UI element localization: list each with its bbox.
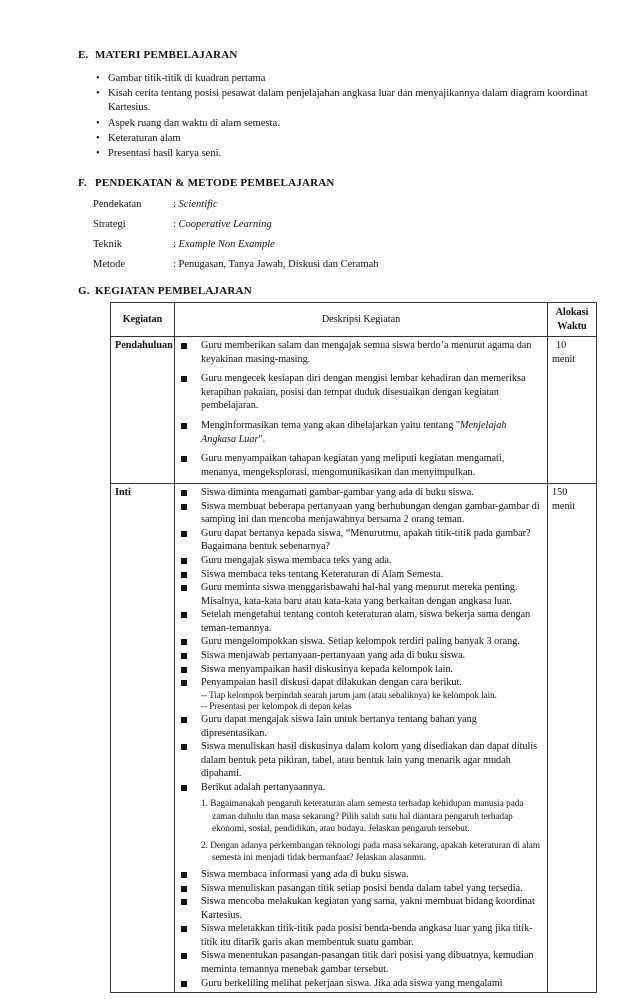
section-e-title: MATERI PEMBELAJARAN [94, 49, 238, 61]
list-item: Siswa membaca informasi yang ada di buku siswa. [179, 868, 543, 882]
list-item: Siswa menuliskan hasil diskusinya dalam kolom yang disediakan dan dapat ditulis dalam bentuk peta pikiran, tabel, atau bentuk lain yang menarik agar mudah dipahami. [179, 740, 543, 781]
strategy-value-italic: Cooperative Learning [178, 218, 272, 230]
technique-row [93, 235, 593, 255]
strategy-value: : Cooperative Learning [173, 218, 272, 230]
table-header-row [111, 303, 597, 337]
time-pendahuluan [548, 337, 597, 484]
inti-list-c [179, 868, 543, 990]
list-item: Guru berkeliling melihat pekerjaan siswa. Jika ada siswa yang mengalami [179, 977, 543, 991]
technique-value-italic: Example Non Example [178, 238, 275, 250]
method-value: : Penugasan, Tanya Jawab, Diskusi dan Ceramah [173, 258, 379, 270]
approach-value-italic: Scientific [178, 198, 218, 210]
list-item: • Aspek ruang dan waktu di alam semesta. [96, 117, 606, 131]
list-item: Guru mengajak siswa membaca teks yang ada. [179, 554, 543, 568]
time-value: 150 [552, 487, 568, 499]
question-list [179, 797, 543, 863]
pendahuluan-list [179, 339, 543, 479]
strategy-label: Strategi [93, 218, 126, 230]
list-item: • Keteraturan alam [96, 132, 606, 146]
list-item: Setelah mengetahui tentang contoh keteraturan alam, siswa bekerja sama dengan teman-temannya. [179, 608, 543, 635]
section-g-number: G. [78, 285, 90, 297]
list-item: • Kisah cerita tentang posisi pesawat dalam penjelajahan angkasa luar dan menyajikannya dalam diagram koordinat Kartesius. [96, 87, 606, 115]
list-item: Guru memberikan salam dan mengajak semua siswa berdo’a menurut agama dan keyakinan masing-masing. [179, 339, 543, 366]
section-f-number: F. [78, 177, 87, 189]
header-deskripsi: Deskripsi Kegiatan [175, 303, 548, 337]
list-item: Siswa menyampaikan hasil diskusinya kepada kelompok lain. [179, 663, 543, 677]
inti-list-a [179, 486, 543, 794]
list-item: • Gambar titik-titik di kuadran pertama [96, 72, 606, 86]
list-item: Berikut adalah pertanyaannya. [179, 781, 543, 795]
list-item-text: Penyampaian hasil diskusi dapat dilakukan dengan cara berikut. [201, 677, 462, 689]
list-item: Guru mengelompokkan siswa. Setiap kelompok terdiri paling banyak 3 orang. [179, 635, 543, 649]
list-item [179, 676, 543, 713]
activity-table [110, 302, 597, 993]
section-f-heading [78, 176, 335, 191]
sub-item: -- Presentasi per kelompok di depan kelas [201, 701, 352, 712]
section-g-heading [78, 284, 252, 299]
section-e-heading [78, 48, 238, 63]
time-unit: menit [552, 353, 576, 365]
time-inti [548, 484, 597, 993]
list-item: Siswa menentukan pasangan-pasangan titik dari posisi yang dibuatnya, kemudian meminta temannya menebak gambar tersebut. [179, 949, 543, 976]
phase-pendahuluan: Pendahuluan [111, 337, 175, 484]
list-item: Siswa membuat beberapa pertanyaan yang berhubungan dengan gambar-gambar di samping ini dan mencoba menjawabnya bersama 2 orang teman. [179, 500, 543, 527]
header-alokasi [548, 303, 597, 337]
list-item-text: Menginformasikan tema yang akan dibelajarkan yaitu tentang " [201, 419, 461, 431]
list-item: • Presentasi hasil karya seni. [96, 147, 606, 161]
list-item: Siswa menjawab pertanyaan-pertanyaan yang ada di buku siswa. [179, 649, 543, 663]
method-label: Metode [93, 258, 126, 270]
header-kegiatan: Kegiatan [111, 303, 175, 337]
list-item: Guru dapat mengajak siswa lain untuk bertanya tentang bahan yang dipresentasikan. [179, 713, 543, 740]
list-item-italic: Menjelajah Angkasa Luar [201, 419, 507, 445]
pendahuluan-description [175, 337, 548, 484]
question-item: 2. Dengan adanya perkembangan teknologi pada masa sekarang, apakah keteraturan di alam semesta ini menjadi tidak bermanfaat? Jelaskan alasanmu. [201, 839, 541, 862]
list-item: Siswa mencoba melakukan kegiatan yang sama, yakni membuat bidang koordinat Kartesius. [179, 895, 543, 922]
materi-list [96, 72, 606, 162]
list-item: Siswa membaca teks tentang Keteraturan di Alam Semesta. [179, 568, 543, 582]
time-value: 10 [556, 340, 567, 352]
approach-list [93, 195, 593, 275]
section-g-title: KEGIATAN PEMBELAJARAN [94, 285, 252, 297]
list-item: Guru menyampaikan tahapan kegiatan yang meliputi kegiatan mengamati, menanya, mengeksplorasi, mengomunikasikan dan menyimpulkan. [179, 452, 543, 479]
technique-label: Teknik [93, 238, 123, 250]
method-row [93, 255, 593, 275]
time-unit: menit [552, 500, 576, 512]
table-row-inti [111, 484, 597, 993]
section-f-title: PENDEKATAN & METODE PEMBELAJARAN [94, 177, 335, 189]
approach-row [93, 195, 593, 215]
inti-description [175, 484, 548, 993]
question-item: 1. Bagaimanakah pengaruh keteraturan alam semesta terhadap kehidupan manusia pada zaman dahulu dan masa sekarang? Pilih salah satu hal diantara pengaruh terhadap ekonomi, sosial, pendidikan, atau budaya. Jelaskan pengaruh tersebut. [201, 798, 524, 833]
list-item: Guru meminta siswa menggarisbawahi hal-hal yang menurut mereka penting. Misalnya, kata-kata baru atau kata-kata yang berkaitan dengan angkasa luar. [179, 581, 543, 608]
sub-item: -- Tiap kelompok berpindah searah jarum jam (atau sebaliknya) ke kelompok lain. [201, 689, 497, 700]
list-item: Guru dapat bertanya kepada siswa, “Menurutmu, apakah titik-titik pada gambar? Bagaimana bentuk sebenarnya? [179, 527, 543, 554]
approach-label: Pendekatan [93, 198, 142, 210]
list-item: Siswa diminta mengamati gambar-gambar yang ada di buku siswa. [179, 486, 543, 500]
header-alokasi-line2: Waktu [557, 320, 587, 332]
strategy-row [93, 215, 593, 235]
approach-value: : Scientific [173, 198, 218, 210]
list-item-text-end: ". [258, 433, 266, 445]
section-e-number: E. [78, 49, 89, 61]
phase-inti: Inti [111, 484, 175, 993]
list-item: Siswa menuliskan pasangan titik setiap posisi benda dalam tabel yang tersedia. [179, 882, 543, 896]
list-item [179, 419, 543, 446]
list-item: Siswa meletakkan titik-titik pada posisi benda-benda angkasa luar yang jika titik-titik itu ditarik garis akan membentuk suatu gambar. [179, 922, 543, 949]
list-item: Guru mengecek kesiapan diri dengan mengisi lembar kehadiran dan memeriksa kerapihan pakaian, posisi dan tempat duduk disesuaikan dengan kegiatan pembelajaran. [179, 372, 543, 413]
technique-value: : Example Non Example [173, 238, 275, 250]
header-alokasi-line1: Alokasi [555, 307, 589, 318]
table-row-pendahuluan [111, 337, 597, 484]
